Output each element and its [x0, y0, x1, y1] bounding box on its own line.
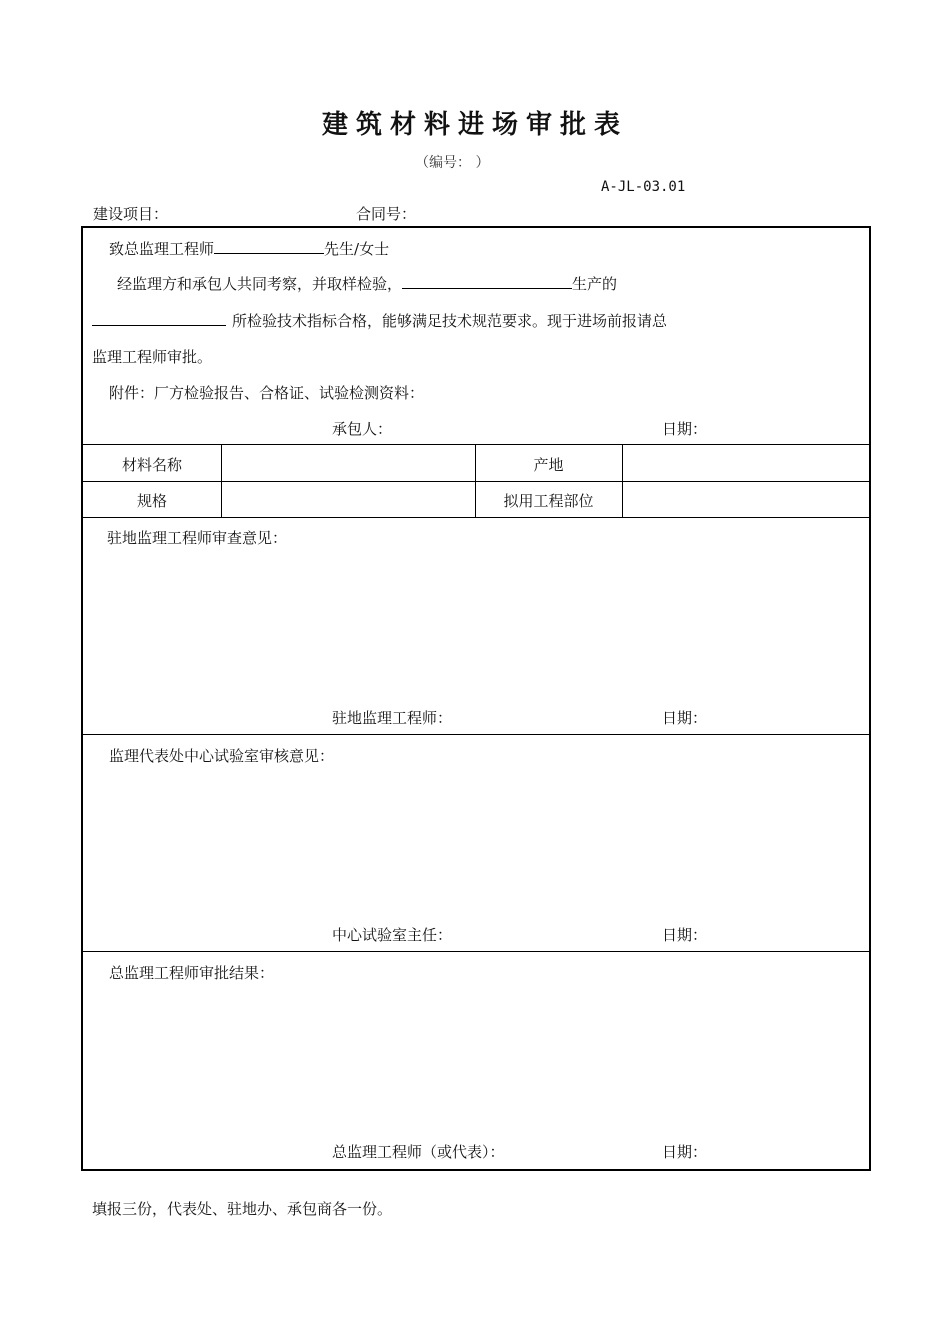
application-line-2: 经监理方和承包人共同考察，并取样检验， 生产的	[117, 275, 618, 293]
lab-review-opinion-heading: 监理代表处中心试验室审核意见：	[109, 747, 335, 765]
project-label: 建设项目：	[93, 205, 169, 223]
engineer-name-field[interactable]	[214, 239, 324, 254]
divider	[622, 444, 623, 517]
date-label: 日期：	[662, 1143, 708, 1161]
application-line-1: 致总监理工程师 先生/女士	[109, 240, 390, 258]
chief-engineer-result-heading: 总监理工程师审批结果：	[109, 964, 275, 982]
contractor-label: 承包人：	[332, 420, 393, 438]
date-label: 日期：	[662, 926, 708, 944]
approval-table	[81, 226, 871, 1171]
manufacturer-field[interactable]	[402, 274, 572, 289]
footer-note: 填报三份，代表处、驻地办、承包商各一份。	[92, 1200, 393, 1218]
divider	[83, 734, 869, 735]
attachments-line: 附件：厂方检验报告、合格证、试验检测资料：	[109, 384, 425, 402]
application-line-4: 监理工程师审批。	[92, 348, 213, 366]
divider	[83, 951, 869, 952]
date-label: 日期：	[662, 420, 708, 438]
origin-label: 产地	[533, 456, 564, 474]
resident-engineer-opinion-heading: 驻地监理工程师审查意见：	[107, 529, 288, 547]
contract-label: 合同号：	[356, 205, 417, 223]
spec-label: 规格	[136, 492, 167, 510]
form-number: （编号： ）	[415, 155, 490, 171]
resident-engineer-signature-label: 驻地监理工程师：	[332, 709, 453, 727]
material-field[interactable]	[92, 311, 226, 326]
chief-engineer-signature-label: 总监理工程师（或代表）：	[332, 1143, 505, 1161]
divider	[83, 444, 869, 445]
material-name-label: 材料名称	[121, 456, 182, 474]
usage-location-label: 拟用工程部位	[503, 492, 594, 510]
divider	[83, 517, 869, 518]
date-label: 日期：	[662, 709, 708, 727]
form-code: A-JL-03.01	[601, 179, 686, 195]
lab-director-signature-label: 中心试验室主任：	[332, 926, 453, 944]
form-title: 建筑材料进场审批表	[321, 110, 628, 140]
divider	[221, 444, 222, 517]
divider	[83, 481, 869, 482]
application-line-3: 所检验技术指标合格，能够满足技术规范要求。现于进场前报请总	[92, 310, 667, 331]
